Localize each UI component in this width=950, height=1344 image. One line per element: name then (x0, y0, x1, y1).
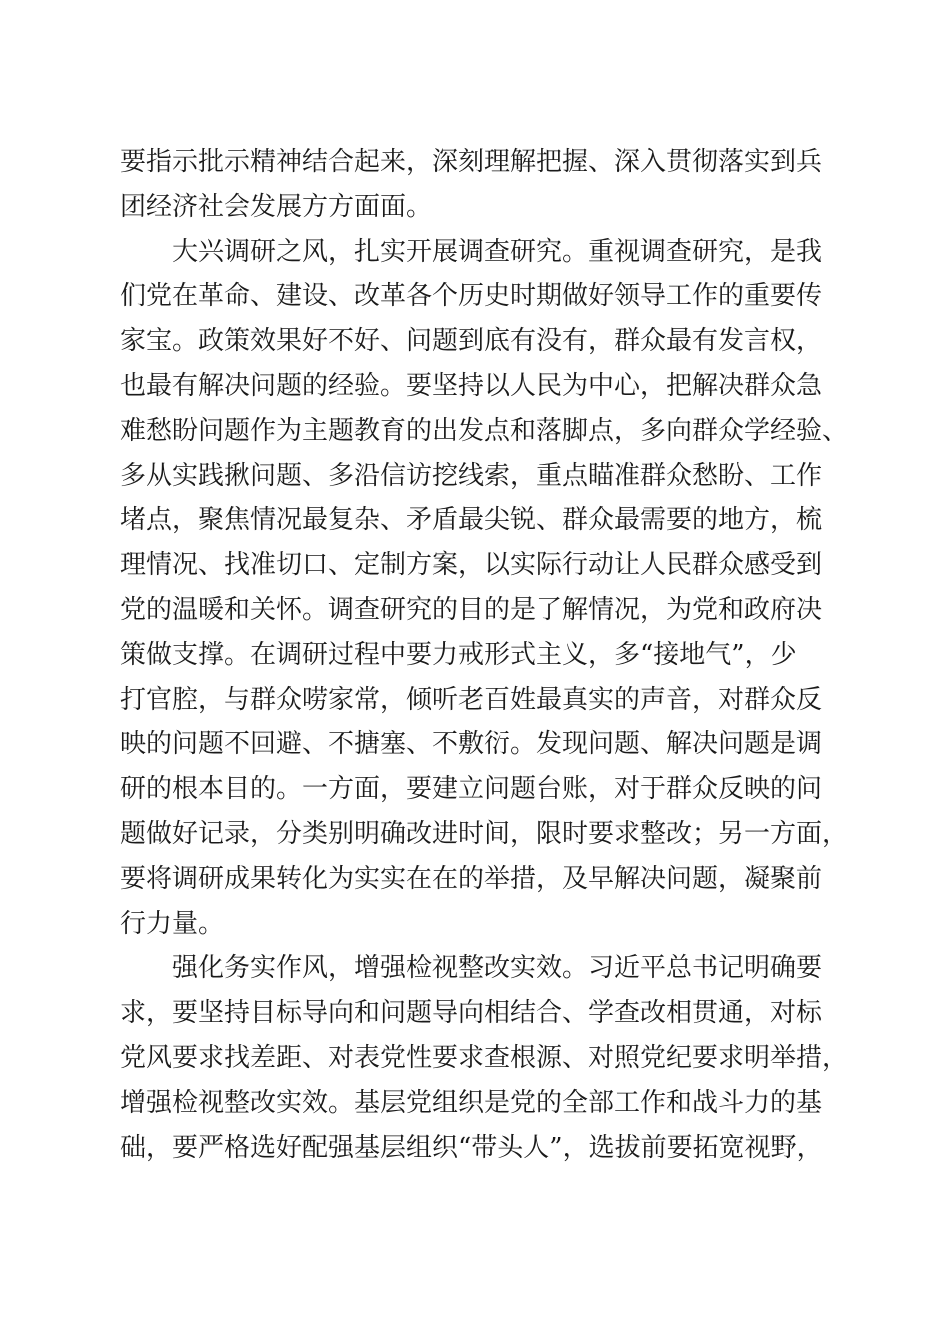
text-line: 要将调研成果转化为实实在在的举措，及早解决问题，凝聚前 (120, 863, 823, 894)
text-line: 要指示批示精神结合起来，深刻理解把握、深入贯彻落实到兵 (120, 147, 823, 177)
text-line: 多从实践揪问题、多沿信访挖线索，重点瞄准群众愁盼、工作 (120, 460, 823, 491)
text-line: 家宝。政策效果好不好、问题到底有没有，群众最有发言权， (120, 326, 823, 357)
text-line: 们党在革命、建设、改革各个历史时期做好领导工作的重要传 (120, 281, 823, 312)
document-body (120, 140, 849, 1170)
text-line: 也最有解决问题的经验。要坚持以人民为中心，把解决群众急 (120, 370, 823, 401)
text-line: 党的温暖和关怀。调查研究的目的是了解情况，为党和政府决 (120, 594, 823, 625)
text-line: 行力量。 (120, 908, 225, 939)
text-line: 难愁盼问题作为主题教育的出发点和落脚点，多向群众学经验、 (120, 415, 849, 446)
text-line: 础，要严格选好配强基层组织“带头人”，选拔前要拓宽视野， (120, 1132, 823, 1163)
text-line: 策做支撑。在调研过程中要力戒形式主义，多“接地气”，少 (120, 639, 797, 670)
text-line: 增强检视整改实效。基层党组织是党的全部工作和战斗力的基 (120, 1087, 823, 1118)
paragraph-start-line: 强化务实作风，增强检视整改实效。习近平总书记明确要 (172, 953, 823, 984)
text-line: 映的问题不回避、不搪塞、不敷衍。发现问题、解决问题是调 (120, 729, 823, 760)
text-line: 题做好记录，分类别明确改进时间，限时要求整改；另一方面， (120, 818, 849, 849)
text-line: 打官腔，与群众唠家常，倾听老百姓最真实的声音，对群众反 (120, 684, 823, 715)
text-line: 研的根本目的。一方面，要建立问题台账，对于群众反映的问 (120, 774, 823, 805)
text-line: 党风要求找差距、对表党性要求查根源、对照党纪要求明举措， (120, 1042, 849, 1073)
text-line: 团经济社会发展方方面面。 (120, 191, 433, 222)
text-line: 理情况、找准切口、定制方案，以实际行动让人民群众感受到 (120, 550, 823, 581)
paragraph-start-line: 大兴调研之风，扎实开展调查研究。重视调查研究，是我 (172, 236, 823, 267)
text-line: 求，要坚持目标导向和问题导向相结合、学查改相贯通，对标 (120, 998, 823, 1029)
text-line: 堵点，聚焦情况最复杂、矛盾最尖锐、群众最需要的地方，梳 (120, 505, 823, 536)
